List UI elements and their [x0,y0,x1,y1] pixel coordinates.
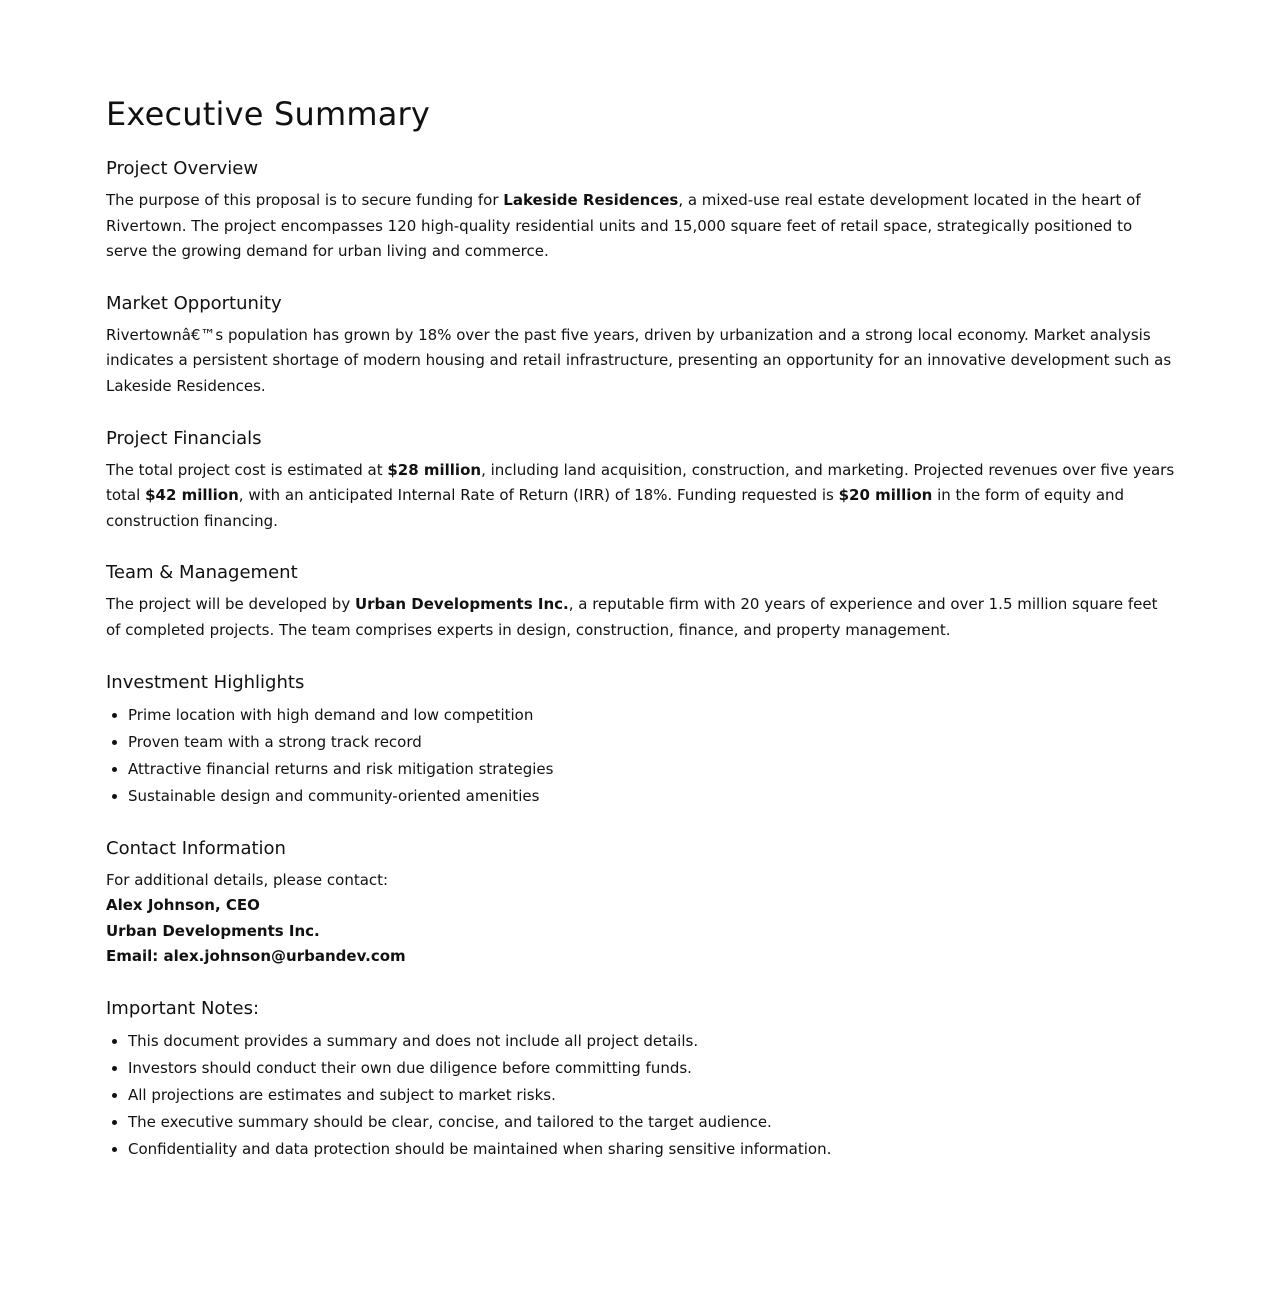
projected-revenue: $42 million [145,486,239,505]
funding-requested: $20 million [838,486,933,505]
team-paragraph [106,592,1176,643]
contact-company-text: Urban Developments Inc. [106,921,320,940]
notes-list [106,1028,1176,1163]
section-heading: Contact Information [106,837,286,859]
email-label: Email: [106,947,164,966]
list-item: • Sustainable design and community-oriented amenities [128,783,1176,810]
contact-email [106,944,1176,970]
text: , a reputable firm with 20 years of experience and over 1.5 million square feet of completed projects. The team comprises experts in design, construction, finance, and property management. [106,595,1158,639]
contact-intro: For additional details, please contact: [106,870,389,889]
section-market-opportunity [106,291,1176,400]
text: The total project cost is estimated at [106,460,388,479]
text: The project will be developed by [106,595,355,614]
project-name: Lakeside Residences [503,191,679,209]
total-cost: $28 million [387,460,482,479]
section-important-notes [106,996,1176,1163]
contact-name-text: Alex Johnson, CEO [106,896,260,915]
section-heading: Market Opportunity [106,292,282,314]
section-project-financials [106,426,1176,535]
list-item: • Investors should conduct their own due diligence before committing funds. [128,1055,1176,1082]
market-paragraph: Rivertownâ€™s population has grown by 18% over the past five years, driven by urbanization and a strong local economy. Market analysis indicates a persistent shortage of modern housing and retail infrastructure, presenting an opportunity for an innovative development such as Lakeside Residences. [106,325,1172,395]
section-contact-information [106,836,1176,970]
list-item: • The executive summary should be clear, concise, and tailored to the target audience. [128,1109,1176,1136]
section-project-overview [106,156,1176,265]
document [106,90,1176,1189]
text: The purpose of this proposal is to secure funding for [106,191,504,209]
section-heading: Team & Management [106,562,298,584]
contact-name [106,893,1176,919]
contact-company [106,919,1176,945]
email-address: alex.johnson@urbandev.com [163,947,406,966]
section-team-management [106,560,1176,643]
page-title: Executive Summary [106,95,431,133]
section-heading: Important Notes: [106,997,260,1019]
section-heading: Project Financials [106,427,262,449]
financials-paragraph [106,458,1176,535]
list-item: • Prime location with high demand and low competition [128,702,1176,729]
section-heading: Investment Highlights [106,671,305,693]
text: , a mixed-use real estate development located in the heart of Rivertown. The project encompasses 120 high-quality residential units and 15,000 square feet of retail space, strategically positioned to serve the growing demand for urban living and commerce. [106,191,1141,261]
developer-name: Urban Developments Inc. [354,595,569,614]
overview-paragraph [106,188,1176,265]
section-heading: Project Overview [106,158,259,179]
list-item: • Confidentiality and data protection should be maintained when sharing sensitive information. [128,1136,1176,1163]
list-item: • This document provides a summary and does not include all project details. [128,1028,1176,1055]
text: in the form of equity and construction financing. [106,486,1125,530]
highlights-list [106,702,1176,810]
list-item: • All projections are estimates and subject to market risks. [128,1082,1176,1109]
list-item: • Proven team with a strong track record [128,729,1176,756]
list-item: • Attractive financial returns and risk mitigation strategies [128,756,1176,783]
text: , with an anticipated Internal Rate of Return (IRR) of 18%. Funding requested is [238,486,839,505]
text: , including land acquisition, construction, and marketing. Projected revenues over five years total [106,460,1175,505]
section-investment-highlights [106,670,1176,810]
